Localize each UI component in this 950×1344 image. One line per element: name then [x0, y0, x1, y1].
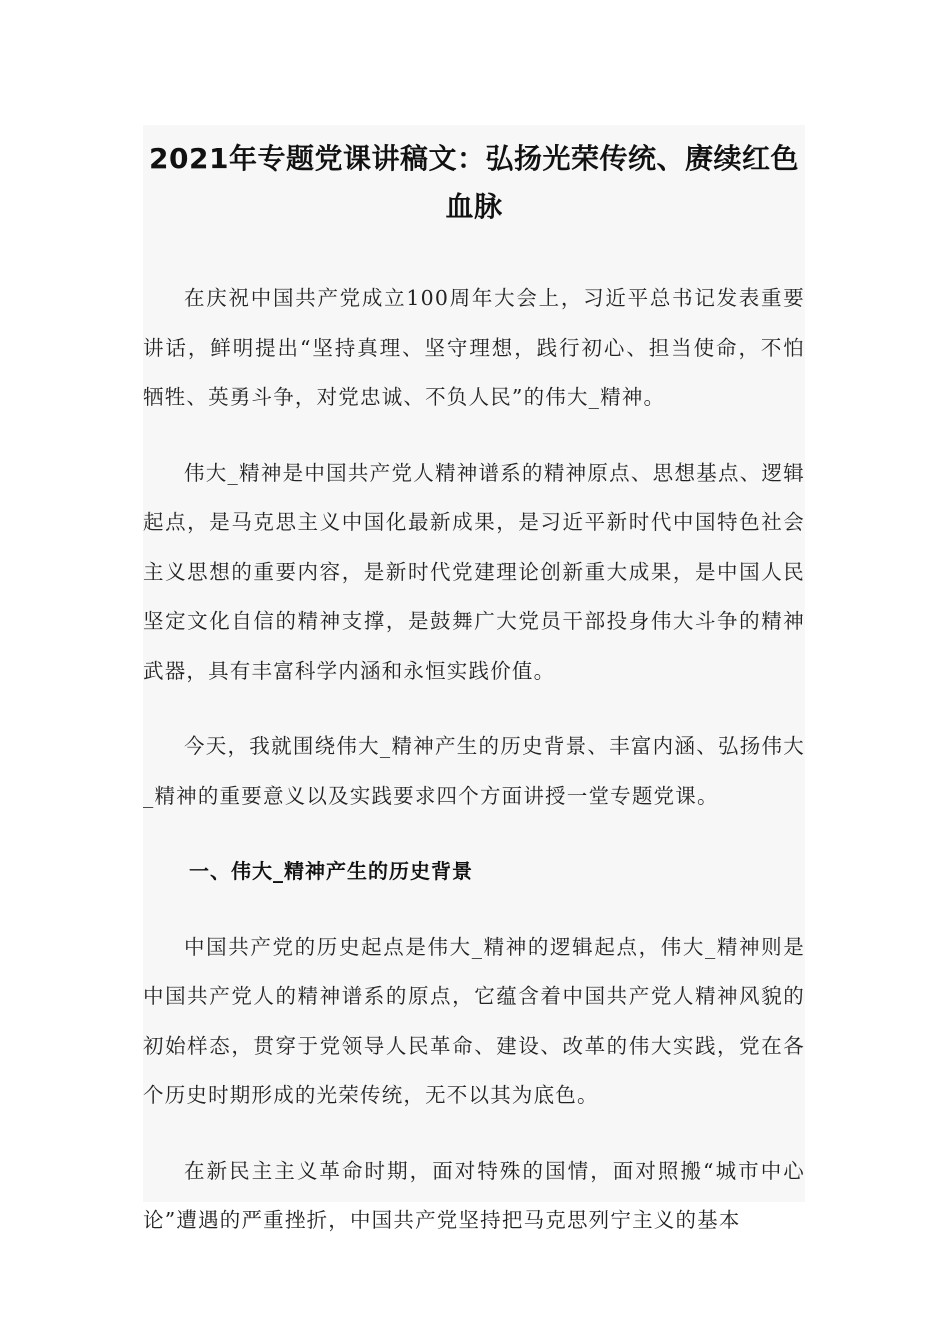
paragraph: 在庆祝中国共产党成立100周年大会上，习近平总书记发表重要讲话，鲜明提出“坚持真理、坚守理想，践行初心、担当使命，不怕牺牲、英勇斗争，对党忠诚、不负人民”的伟大_精神。	[143, 286, 805, 409]
document-page	[143, 125, 805, 1232]
title-line-2: 血脉	[445, 190, 503, 223]
paragraph: 在新民主主义革命时期，面对特殊的国情，面对照搬“城市中心论”遭遇的严重挫折，中国共产党坚持把马克思列宁主义的基本	[143, 1158, 805, 1232]
document-title	[143, 125, 805, 231]
paragraph: 今天，我就围绕伟大_精神产生的历史背景、丰富内涵、弘扬伟大_精神的重要意义以及实践要求四个方面讲授一堂专题党课。	[143, 734, 805, 808]
paragraph: 伟大_精神是中国共产党人精神谱系的精神原点、思想基点、逻辑起点，是马克思主义中国化最新成果，是习近平新时代中国特色社会主义思想的重要内容，是新时代党建理论创新重大成果，是中国人民坚定文化自信的精神支撑，是鼓舞广大党员干部投身伟大斗争的精神武器，具有丰富科学内涵和永恒实践价值。	[143, 460, 805, 683]
paragraph: 中国共产党的历史起点是伟大_精神的逻辑起点，伟大_精神则是中国共产党人的精神谱系的原点，它蕴含着中国共产党人精神风貌的初始样态，贯穿于党领导人民革命、建设、改革的伟大实践，党在各个历史时期形成的光荣传统，无不以其为底色。	[143, 934, 805, 1107]
section-heading: 一、伟大_精神产生的历史背景	[189, 859, 473, 883]
title-line-1: 2021年专题党课讲稿文：弘扬光荣传统、赓续红色	[149, 142, 799, 175]
